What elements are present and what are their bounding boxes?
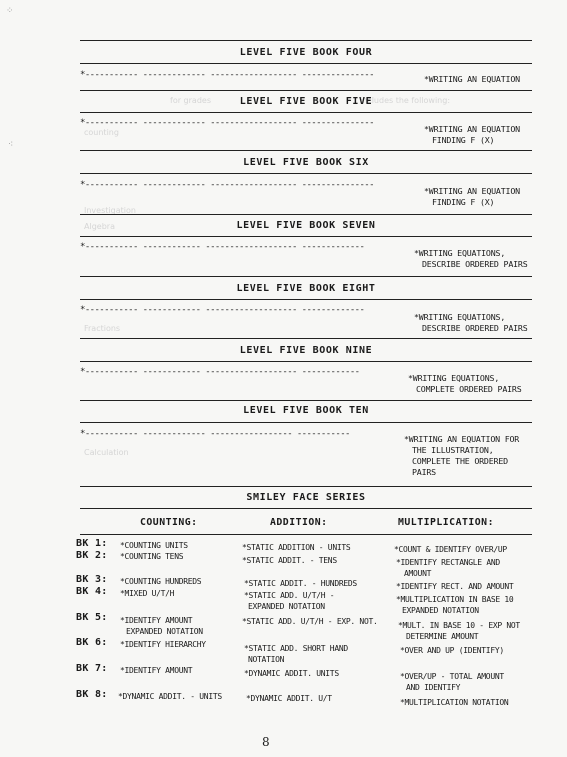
book-label: BK 4: <box>76 586 108 597</box>
counting-cell: *IDENTIFY HIERARCHY <box>120 640 206 649</box>
rule <box>80 361 532 362</box>
section-note <box>408 373 522 395</box>
bleed-through-text: Fractions <box>84 324 121 333</box>
multiplication-cell: *COUNT & IDENTIFY OVER/UP <box>394 545 507 554</box>
column-heading-counting: COUNTING: <box>140 517 198 528</box>
addition-cell: *STATIC ADD. SHORT HAND NOTATION <box>244 644 348 664</box>
series-title: SMILEY FACE SERIES <box>246 492 366 503</box>
section-heading: LEVEL FIVE BOOK SEVEN <box>236 220 376 231</box>
addition-cell: *STATIC ADDITION - UNITS <box>242 543 351 552</box>
addition-cell: *DYNAMIC ADDIT. U/T <box>246 694 332 703</box>
note-line: COMPLETE ORDERED PAIRS <box>416 384 522 394</box>
blank-line: *----------- ------------- ----------------- ----------- <box>80 429 350 439</box>
note-line: *WRITING AN EQUATION <box>424 124 520 134</box>
scan-speck: ⁘ <box>6 6 14 16</box>
section-heading: LEVEL FIVE BOOK FIVE <box>239 96 373 107</box>
book-label: BK 2: <box>76 550 108 561</box>
rule <box>80 90 532 91</box>
note-line: DESCRIBE ORDERED PAIRS <box>422 259 528 269</box>
rule <box>80 422 532 423</box>
counting-cell: *MIXED U/T/H <box>120 589 175 598</box>
book-label: BK 3: <box>76 574 108 585</box>
rule <box>80 299 532 300</box>
addition-cell: *STATIC ADD. U/T/H - EXP. NOT. <box>242 617 378 626</box>
rule <box>80 112 532 113</box>
blank-line: *----------- ------------- ------------------ --------------- <box>80 118 374 128</box>
blank-line: *----------- ------------ ------------------- ------------- <box>80 305 365 315</box>
book-label: BK 1: <box>76 538 108 549</box>
multiplication-cell: *IDENTIFY RECTANGLE AND AMOUNT <box>396 558 500 578</box>
section-note <box>424 124 520 146</box>
note-line: COMPLETE THE ORDERED <box>412 456 508 466</box>
addition-cell: *DYNAMIC ADDIT. UNITS <box>244 669 339 678</box>
section-heading: LEVEL FIVE BOOK TEN <box>243 405 369 416</box>
rule <box>80 173 532 174</box>
rule <box>80 508 532 509</box>
note-line: PAIRS <box>412 467 436 477</box>
rule <box>80 486 532 487</box>
section-note <box>404 434 519 478</box>
rule <box>80 534 532 535</box>
scan-speck: ⁖ <box>8 140 14 150</box>
column-heading-addition: ADDITION: <box>270 517 328 528</box>
note-line: FINDING F (X) <box>432 135 495 145</box>
section-heading: LEVEL FIVE BOOK FOUR <box>239 47 373 58</box>
book-label: BK 8: <box>76 689 108 700</box>
multiplication-cell: *IDENTIFY RECT. AND AMOUNT <box>396 582 514 591</box>
rule <box>80 63 532 64</box>
note-line: DESCRIBE ORDERED PAIRS <box>422 323 528 333</box>
book-label: BK 7: <box>76 663 108 674</box>
blank-line: *----------- ------------- ------------------ --------------- <box>80 70 374 80</box>
note-line: *WRITING AN EQUATION <box>424 74 520 84</box>
note-line: *WRITING AN EQUATION FOR <box>404 434 520 444</box>
multiplication-cell: *OVER AND UP (IDENTIFY) <box>400 646 504 655</box>
counting-cell: *IDENTIFY AMOUNT <box>120 666 193 675</box>
section-heading: LEVEL FIVE BOOK NINE <box>239 345 373 356</box>
multiplication-cell: *MULTIPLICATION IN BASE 10 EXPANDED NOTATION <box>396 595 514 615</box>
rule <box>80 338 532 339</box>
rule <box>80 150 532 151</box>
rule <box>80 214 532 215</box>
bleed-through-text: Calculation <box>84 448 129 457</box>
note-line: *WRITING EQUATIONS, <box>408 373 500 383</box>
counting-cell: *IDENTIFY AMOUNT EXPANDED NOTATION <box>120 616 203 636</box>
note-line: *WRITING EQUATIONS, <box>414 248 506 258</box>
book-label: BK 6: <box>76 637 108 648</box>
blank-line: *----------- ------------- ------------------ --------------- <box>80 180 374 190</box>
addition-cell: *STATIC ADDIT. - HUNDREDS <box>244 579 357 588</box>
section-note <box>414 312 528 334</box>
counting-cell: *COUNTING TENS <box>120 552 184 561</box>
note-line: *WRITING AN EQUATION <box>424 186 520 196</box>
blank-line: *----------- ------------ ------------------- ------------- <box>80 242 365 252</box>
section-heading: LEVEL FIVE BOOK EIGHT <box>236 283 376 294</box>
note-line: FINDING F (X) <box>432 197 495 207</box>
bleed-through-text: includes the following: <box>360 96 451 105</box>
section-heading: LEVEL FIVE BOOK SIX <box>243 157 369 168</box>
blank-line: *----------- ------------ ------------------- ------------ <box>80 367 360 377</box>
multiplication-cell: *MULTIPLICATION NOTATION <box>400 698 509 707</box>
book-label: BK 5: <box>76 612 108 623</box>
counting-cell: *COUNTING HUNDREDS <box>120 577 202 586</box>
addition-cell: *STATIC ADD. U/T/H - EXPANDED NOTATION <box>244 591 335 611</box>
bleed-through-text: Investigation <box>84 206 136 215</box>
counting-cell: *DYNAMIC ADDIT. - UNITS <box>118 692 222 701</box>
section-note <box>414 248 528 270</box>
note-line: THE ILLUSTRATION, <box>412 445 494 455</box>
rule <box>80 236 532 237</box>
bleed-through-text: Algebra <box>84 222 115 231</box>
counting-cell: *COUNTING UNITS <box>120 541 188 550</box>
bleed-through-text: counting <box>84 128 119 137</box>
bleed-through-text: for grades <box>170 96 211 105</box>
rule <box>80 400 532 401</box>
multiplication-cell: *MULT. IN BASE 10 - EXP NOT DETERMINE AMOUNT <box>398 621 520 641</box>
rule <box>80 40 532 41</box>
section-note <box>424 74 520 85</box>
section-note <box>424 186 520 208</box>
multiplication-cell: *OVER/UP - TOTAL AMOUNT AND IDENTIFY <box>400 672 504 692</box>
column-heading-multiplication: MULTIPLICATION: <box>398 517 494 528</box>
addition-cell: *STATIC ADDIT. - TENS <box>242 556 337 565</box>
page-number: 8 <box>262 735 270 749</box>
rule <box>80 276 532 277</box>
note-line: *WRITING EQUATIONS, <box>414 312 506 322</box>
